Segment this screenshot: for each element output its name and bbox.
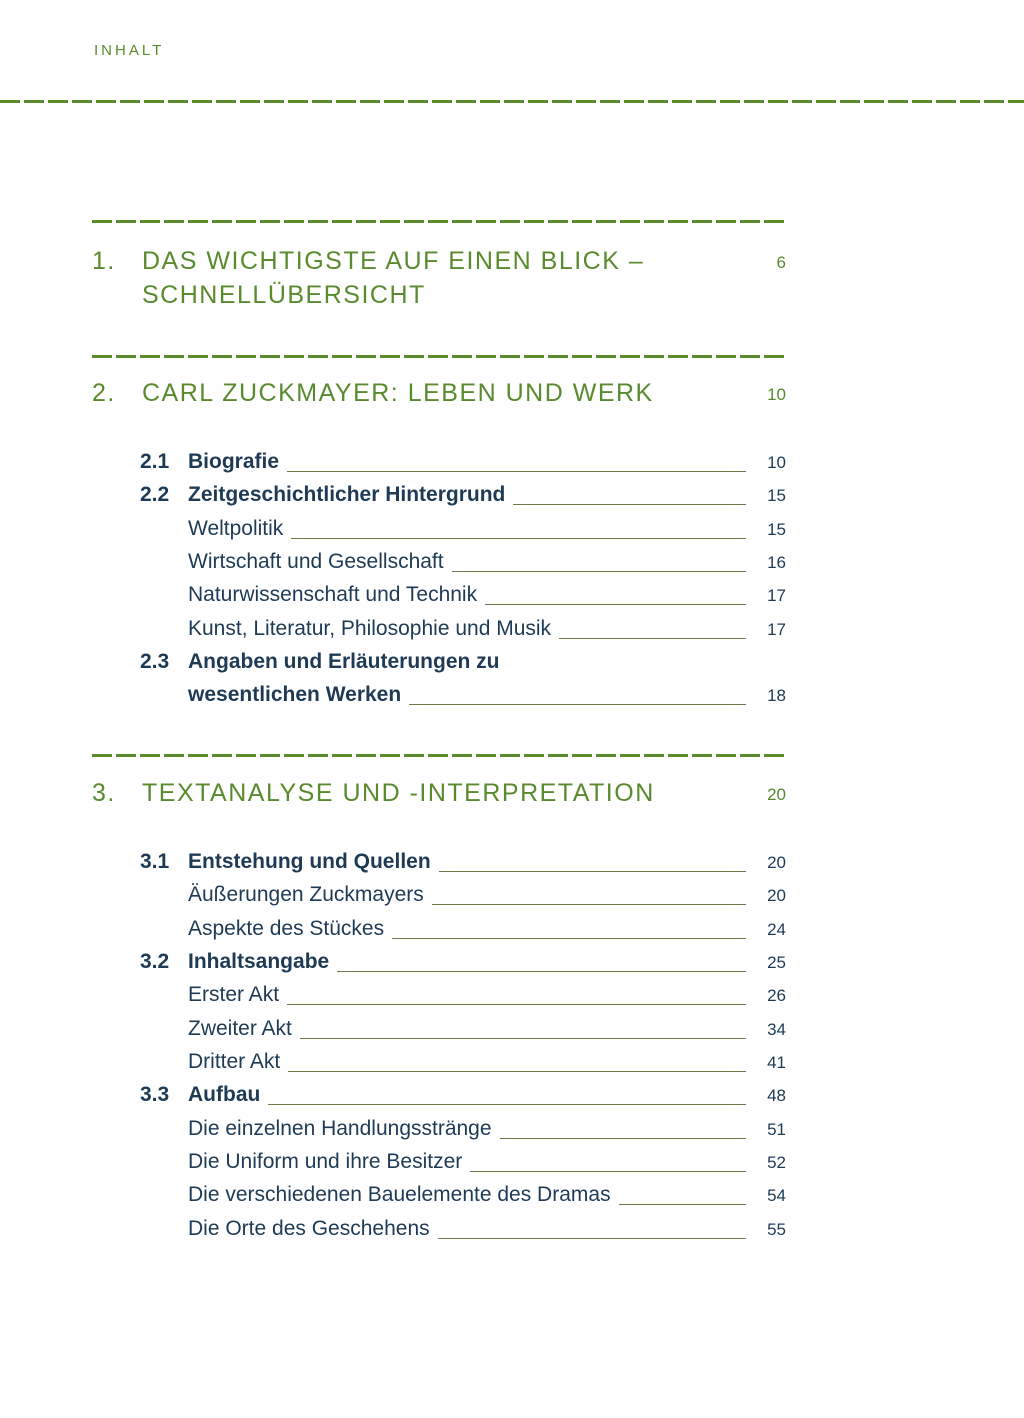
leader-line (392, 937, 746, 939)
leader-line (439, 870, 746, 872)
toc-subentry[interactable] (140, 1147, 786, 1180)
toc-entry-3-3[interactable] (140, 1080, 786, 1113)
entry-page: 24 (767, 920, 786, 939)
toc-subentry[interactable] (140, 514, 786, 547)
entry-label: Naturwissenschaft und Technik (188, 583, 478, 606)
toc-entry-2-1[interactable] (140, 447, 786, 480)
entry-page: 26 (767, 986, 786, 1005)
chapter-page: 20 (767, 785, 786, 804)
entry-label: Entstehung und Quellen (188, 850, 431, 873)
toc-subentry[interactable] (140, 1180, 786, 1213)
entry-label: Aspekte des Stückes (188, 917, 385, 940)
entry-number: 3.2 (140, 950, 170, 973)
chapter-number: 1. (92, 247, 116, 275)
toc-subentry[interactable] (140, 1014, 786, 1047)
entry-page: 51 (767, 1120, 786, 1139)
entry-label: Kunst, Literatur, Philosophie und Musik (188, 617, 552, 640)
toc-subentry[interactable] (140, 547, 786, 580)
entry-label: Biografie (188, 450, 280, 473)
entry-page: 20 (767, 886, 786, 905)
chapter-divider (92, 220, 786, 223)
leader-line (300, 1037, 746, 1039)
leader-line (500, 1137, 746, 1139)
entry-page: 17 (767, 586, 786, 605)
entry-number: 2.1 (140, 450, 170, 473)
entry-label: Zeitgeschichtlicher Hintergrund (188, 483, 506, 506)
entry-page: 10 (767, 453, 786, 472)
entry-label: Aufbau (188, 1083, 261, 1106)
toc-subentry[interactable] (140, 1214, 786, 1247)
chapter-number: 2. (92, 379, 116, 407)
chapter-divider (92, 754, 786, 757)
entry-page: 15 (767, 486, 786, 505)
entry-number: 2.2 (140, 483, 170, 506)
chapter-1[interactable] (92, 244, 786, 312)
leader-line (470, 1170, 746, 1172)
entry-label: wesentlichen Werken (188, 683, 402, 706)
leader-line (287, 470, 746, 472)
chapter-title: TEXTANALYSE UND -INTERPRETATION (142, 779, 655, 807)
entry-number: 2.3 (140, 650, 170, 673)
toc-subentry[interactable] (140, 580, 786, 613)
leader-line (432, 903, 746, 905)
entry-page: 34 (767, 1020, 786, 1039)
entry-label: Weltpolitik (188, 517, 284, 540)
leader-line (288, 1070, 746, 1072)
entry-label: Erster Akt (188, 983, 280, 1006)
toc-subentry[interactable] (140, 980, 786, 1013)
leader-line (337, 970, 746, 972)
entry-page: 20 (767, 853, 786, 872)
leader-line (438, 1237, 746, 1239)
toc-subentry[interactable] (140, 1114, 786, 1147)
toc-entry-2-3-cont[interactable] (140, 680, 786, 713)
leader-line (452, 570, 746, 572)
chapter-divider (92, 355, 786, 358)
leader-line (485, 603, 746, 605)
entry-number: 3.3 (140, 1083, 170, 1106)
chapter-page: 6 (776, 253, 786, 272)
header-divider (0, 100, 1024, 103)
entry-page: 15 (767, 520, 786, 539)
chapter-2[interactable] (92, 376, 786, 410)
entry-label: Die einzelnen Handlungsstränge (188, 1117, 492, 1140)
toc-subentry[interactable] (140, 614, 786, 647)
leader-line (409, 703, 746, 705)
entry-label: Äußerungen Zuckmayers (188, 883, 424, 906)
entry-page: 25 (767, 953, 786, 972)
chapter-title: DAS WICHTIGSTE AUF EINEN BLICK – SCHNELLÜBERSICHT (142, 247, 645, 309)
toc-subentry[interactable] (140, 880, 786, 913)
entry-page: 54 (767, 1186, 786, 1205)
entry-label: Wirtschaft und Gesellschaft (188, 550, 444, 573)
leader-line (287, 1003, 746, 1005)
entry-page: 18 (767, 686, 786, 705)
entry-page: 52 (767, 1153, 786, 1172)
entry-label: Dritter Akt (188, 1050, 281, 1073)
leader-line (268, 1103, 746, 1105)
entry-label: Angaben und Erläuterungen zu (188, 650, 500, 673)
toc-entry-2-2[interactable] (140, 480, 786, 513)
chapter-title: CARL ZUCKMAYER: LEBEN UND WERK (142, 379, 654, 407)
running-head: INHALT (94, 42, 165, 59)
toc-entry-3-2[interactable] (140, 947, 786, 980)
entry-label: Die Uniform und ihre Besitzer (188, 1150, 463, 1173)
chapter-page: 10 (767, 385, 786, 404)
toc-subentry[interactable] (140, 914, 786, 947)
chapter-number: 3. (92, 779, 116, 807)
entry-page: 41 (767, 1053, 786, 1072)
entry-label: Die Orte des Geschehens (188, 1217, 430, 1240)
toc-entry-2-3[interactable] (140, 647, 786, 680)
leader-line (619, 1203, 746, 1205)
entry-label: Die verschiedenen Bauelemente des Dramas (188, 1183, 611, 1206)
toc-subentry[interactable] (140, 1047, 786, 1080)
entry-label: Inhaltsangabe (188, 950, 330, 973)
leader-line (559, 637, 746, 639)
entry-page: 48 (767, 1086, 786, 1105)
entry-number: 3.1 (140, 850, 170, 873)
chapter-3[interactable] (92, 776, 786, 810)
entry-page: 55 (767, 1220, 786, 1239)
leader-line (291, 537, 746, 539)
toc-entry-3-1[interactable] (140, 847, 786, 880)
entry-page: 17 (767, 620, 786, 639)
entry-page: 16 (767, 553, 786, 572)
entry-label: Zweiter Akt (188, 1017, 292, 1040)
leader-line (513, 503, 746, 505)
